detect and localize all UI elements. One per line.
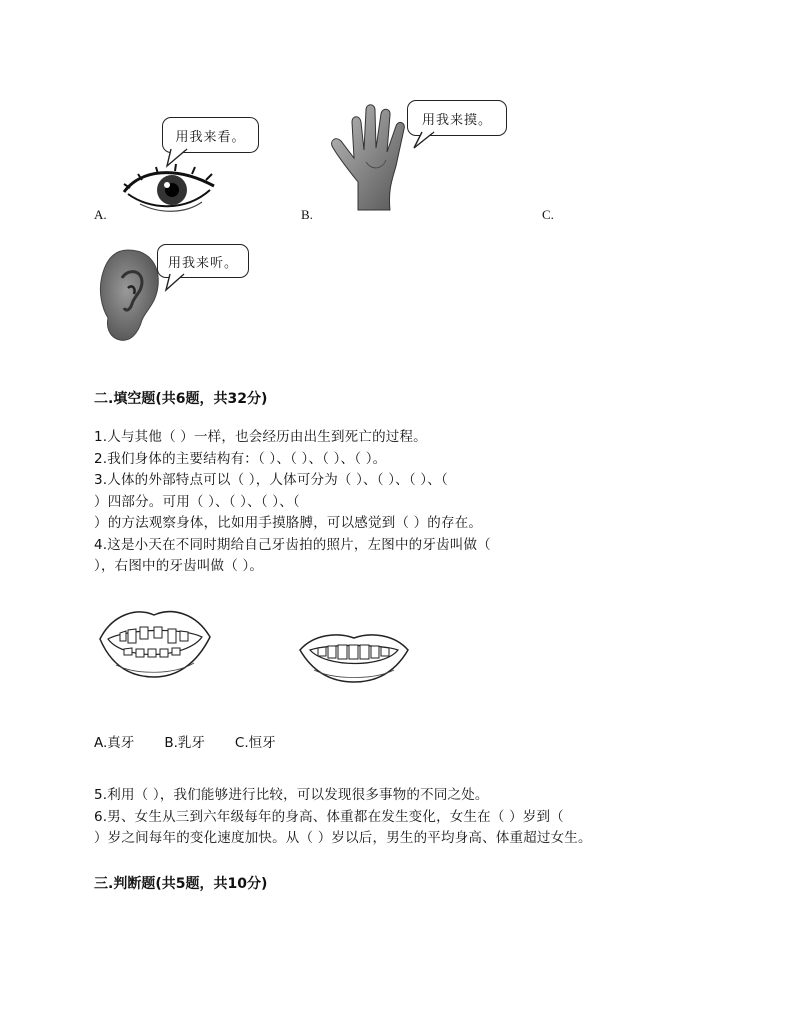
question-line: 5.利用（ ），我们能够进行比较，可以发现很多事物的不同之处。 xyxy=(94,787,489,803)
bubble-tail-touch xyxy=(412,131,442,151)
question-line: 2.我们身体的主要结构有：（ ）、（ ）、（ ）、（ ）。 xyxy=(94,450,387,467)
question-line: 3.人体的外部特点可以（ ），人体可分为（ ）、（ ）、（ ）、（ xyxy=(94,472,448,488)
question-line: ）四部分。可用（ ）、（ ）、（ ）、（ xyxy=(94,493,300,510)
question-line: 4.这是小天在不同时期给自己牙齿拍的照片，左图中的牙齿叫做（ xyxy=(94,536,491,553)
question-line: 1.人与其他（ ）一样，也会经历由出生到死亡的过程。 xyxy=(94,429,427,445)
option-a-letter: A. xyxy=(94,207,107,222)
question-block-1-4 xyxy=(94,427,491,578)
question-line: ）岁之间每年的变化速度加快。从（ ）岁以后，男生的平均身高、体重超过女生。 xyxy=(94,830,592,846)
mouth-right-icon xyxy=(298,630,410,685)
section-heading-fill-in: 二.填空题(共6题，共32分) xyxy=(94,391,268,407)
speech-text-hear: 用我来听。 xyxy=(167,255,238,271)
option-b-letter: B. xyxy=(301,207,313,222)
bubble-tail-hear xyxy=(162,273,192,293)
question-line: ）的方法观察身体，比如用手摸胳膊，可以感觉到（ ）的存在。 xyxy=(94,515,483,531)
question-line: 6.男、女生从三到六年级每年的身高、体重都在发生变化，女生在（ ）岁到（ xyxy=(94,808,564,825)
question-block-5-6 xyxy=(94,785,592,850)
question-line: ），右图中的牙齿叫做（ ）。 xyxy=(94,558,264,574)
tooth-options: A.真牙 B.乳牙 C.恒牙 xyxy=(94,735,276,751)
ear-icon xyxy=(98,248,163,343)
bubble-tail-see xyxy=(165,148,195,168)
option-c-letter: C. xyxy=(542,207,554,222)
speech-text-see: 用我来看。 xyxy=(175,129,246,145)
mouth-left-icon xyxy=(96,605,214,680)
speech-text-touch: 用我来摸。 xyxy=(421,112,492,128)
eye-icon xyxy=(120,160,220,215)
section-heading-true-false: 三.判断题(共5题，共10分) xyxy=(94,876,268,892)
